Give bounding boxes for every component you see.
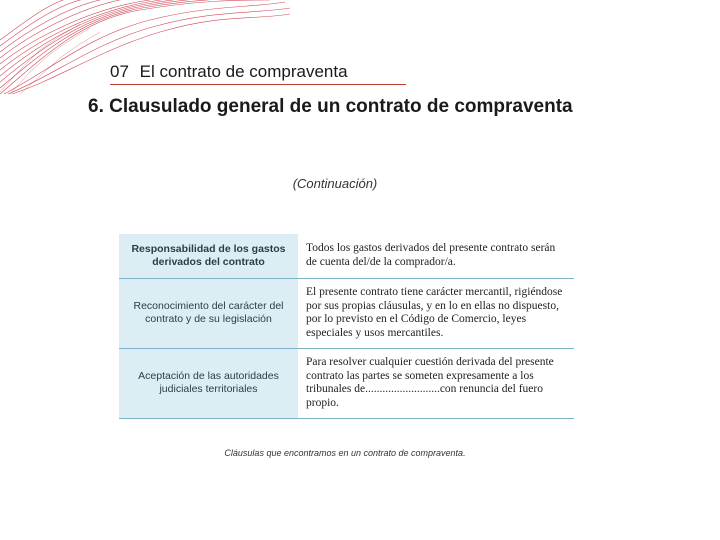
decorative-wave-graphic	[0, 0, 290, 100]
table-row	[119, 234, 574, 278]
clause-text: Para resolver cualquier cuestión derivada del presente contrato las partes se someten expresamente a los tribunales de..........................con renuncia del fuero propio.	[298, 348, 574, 418]
continuation-note: (Continuación)	[292, 176, 378, 191]
clause-label: Responsabilidad de los gastos derivados del contrato	[119, 234, 298, 278]
chapter-title: El contrato de compraventa	[139, 62, 348, 81]
table-caption: Cláusulas que encontramos en un contrato de compraventa.	[224, 448, 466, 458]
clauses-table	[119, 234, 574, 419]
chapter-number: 07	[110, 62, 129, 81]
section-title: 6. Clausulado general de un contrato de compraventa	[88, 96, 573, 117]
clause-label: Reconocimiento del carácter del contrato y de su legislación	[119, 278, 298, 348]
clause-label: Aceptación de las autoridades judiciales territoriales	[119, 348, 298, 418]
clause-text: El presente contrato tiene carácter mercantil, rigiéndose por sus propias cláusulas, y en lo en ellas no dispuesto, por lo previsto en el Código de Comercio, leyes especiales y usos mercantiles.	[298, 278, 574, 348]
chapter-header	[110, 62, 406, 85]
table-row	[119, 278, 574, 348]
clause-text: Todos los gastos derivados del presente contrato serán de cuenta del/de la comprador/a.	[298, 234, 574, 278]
table-row	[119, 348, 574, 418]
